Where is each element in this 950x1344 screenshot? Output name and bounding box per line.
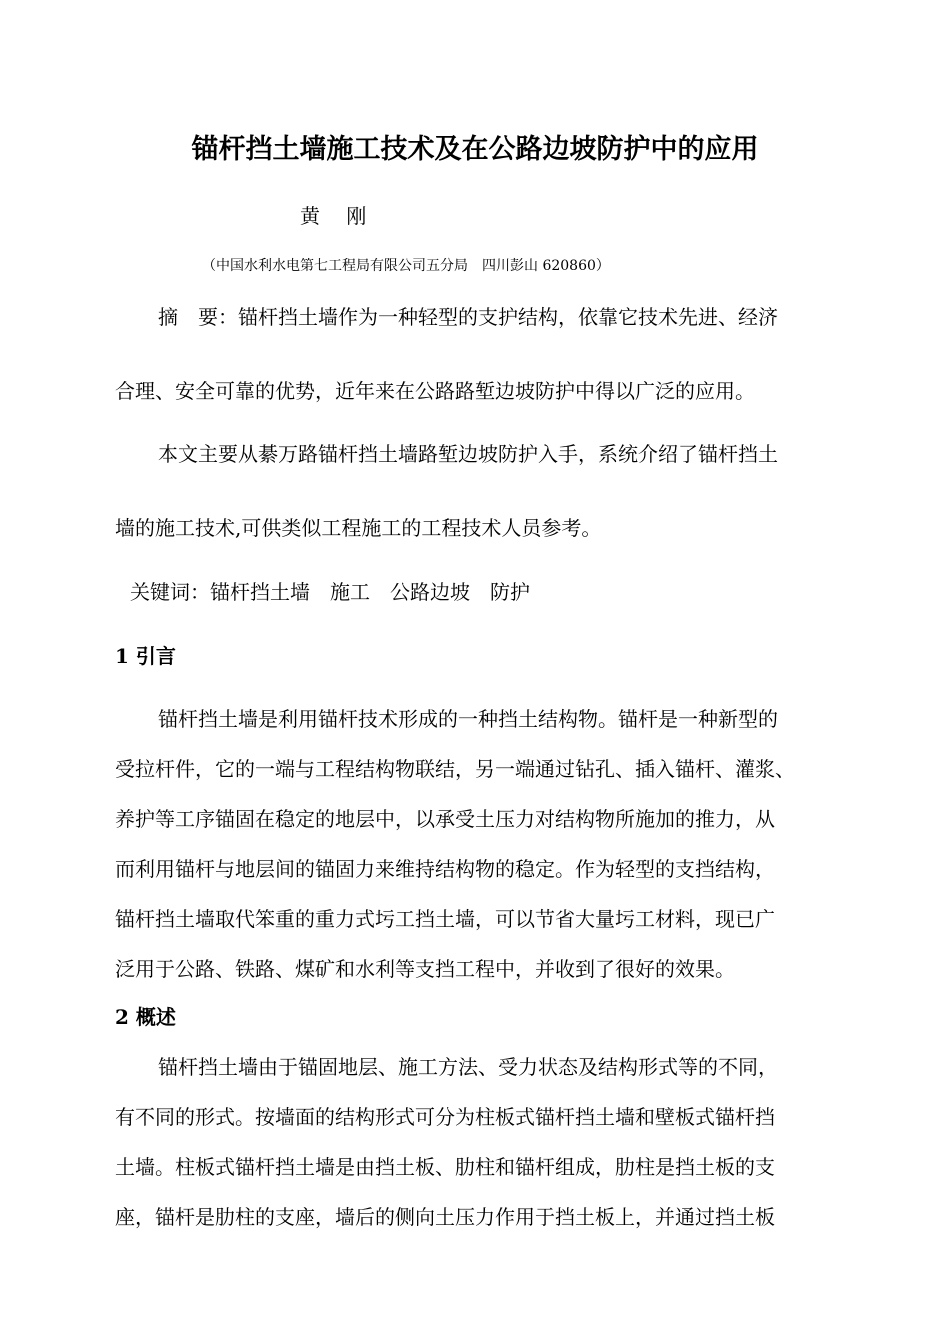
section-heading-introduction: 1 引言 [115, 644, 176, 668]
section-1-line: 而利用锚杆与地层间的锚固力来维持结构物的稳定。作为轻型的支挡结构， [115, 857, 775, 881]
author-affiliation: （中国水利水电第七工程局有限公司五分局 四川彭山 620860） [202, 258, 610, 274]
abstract-line-2: 合理、安全可靠的优势，近年来在公路路堑边坡防护中得以广泛的应用。 [115, 379, 755, 403]
keyword-item: 防护 [490, 580, 530, 604]
section-2-line: 土墙。柱板式锚杆挡土墙是由挡土板、肋柱和锚杆组成，肋柱是挡土板的支 [115, 1155, 775, 1179]
keyword-item: 锚杆挡土墙 [210, 580, 310, 604]
keywords-label: 关键词： [130, 580, 210, 604]
abstract-line-1: 摘 要：锚杆挡土墙作为一种轻型的支护结构，依靠它技术先进、经济 [158, 305, 778, 329]
author-name: 黄 刚 [300, 204, 377, 228]
keywords [130, 578, 550, 606]
keyword-item: 施工 [330, 580, 370, 604]
section-1-line: 锚杆挡土墙取代笨重的重力式圬工挡土墙，可以节省大量圬工材料，现已广 [115, 907, 775, 931]
section-1-line: 养护等工序锚固在稳定的地层中，以承受土压力对结构物所施加的推力，从 [115, 807, 775, 831]
document-title: 锚杆挡土墙施工技术及在公路边坡防护中的应用 [191, 134, 759, 165]
section-heading-overview: 2 概述 [115, 1005, 176, 1029]
abstract-line-4: 墙的施工技术,可供类似工程施工的工程技术人员参考。 [115, 516, 602, 540]
section-2-line: 有不同的形式。按墙面的结构形式可分为柱板式锚杆挡土墙和壁板式锚杆挡 [115, 1105, 775, 1129]
abstract-line-3: 本文主要从綦万路锚杆挡土墙路堑边坡防护入手，系统介绍了锚杆挡土 [158, 442, 778, 466]
section-2-line: 锚杆挡土墙由于锚固地层、施工方法、受力状态及结构形式等的不同， [158, 1055, 778, 1079]
section-2-line: 座，锚杆是肋柱的支座，墙后的侧向土压力作用于挡土板上，并通过挡土板 [115, 1205, 775, 1229]
keyword-item: 公路边坡 [390, 580, 470, 604]
section-1-line: 泛用于公路、铁路、煤矿和水利等支挡工程中，并收到了很好的效果。 [115, 957, 735, 981]
section-1-line: 受拉杆件，它的一端与工程结构物联结，另一端通过钻孔、插入锚杆、灌浆、 [115, 757, 795, 781]
section-1-line: 锚杆挡土墙是利用锚杆技术形成的一种挡土结构物。锚杆是一种新型的 [158, 707, 778, 731]
